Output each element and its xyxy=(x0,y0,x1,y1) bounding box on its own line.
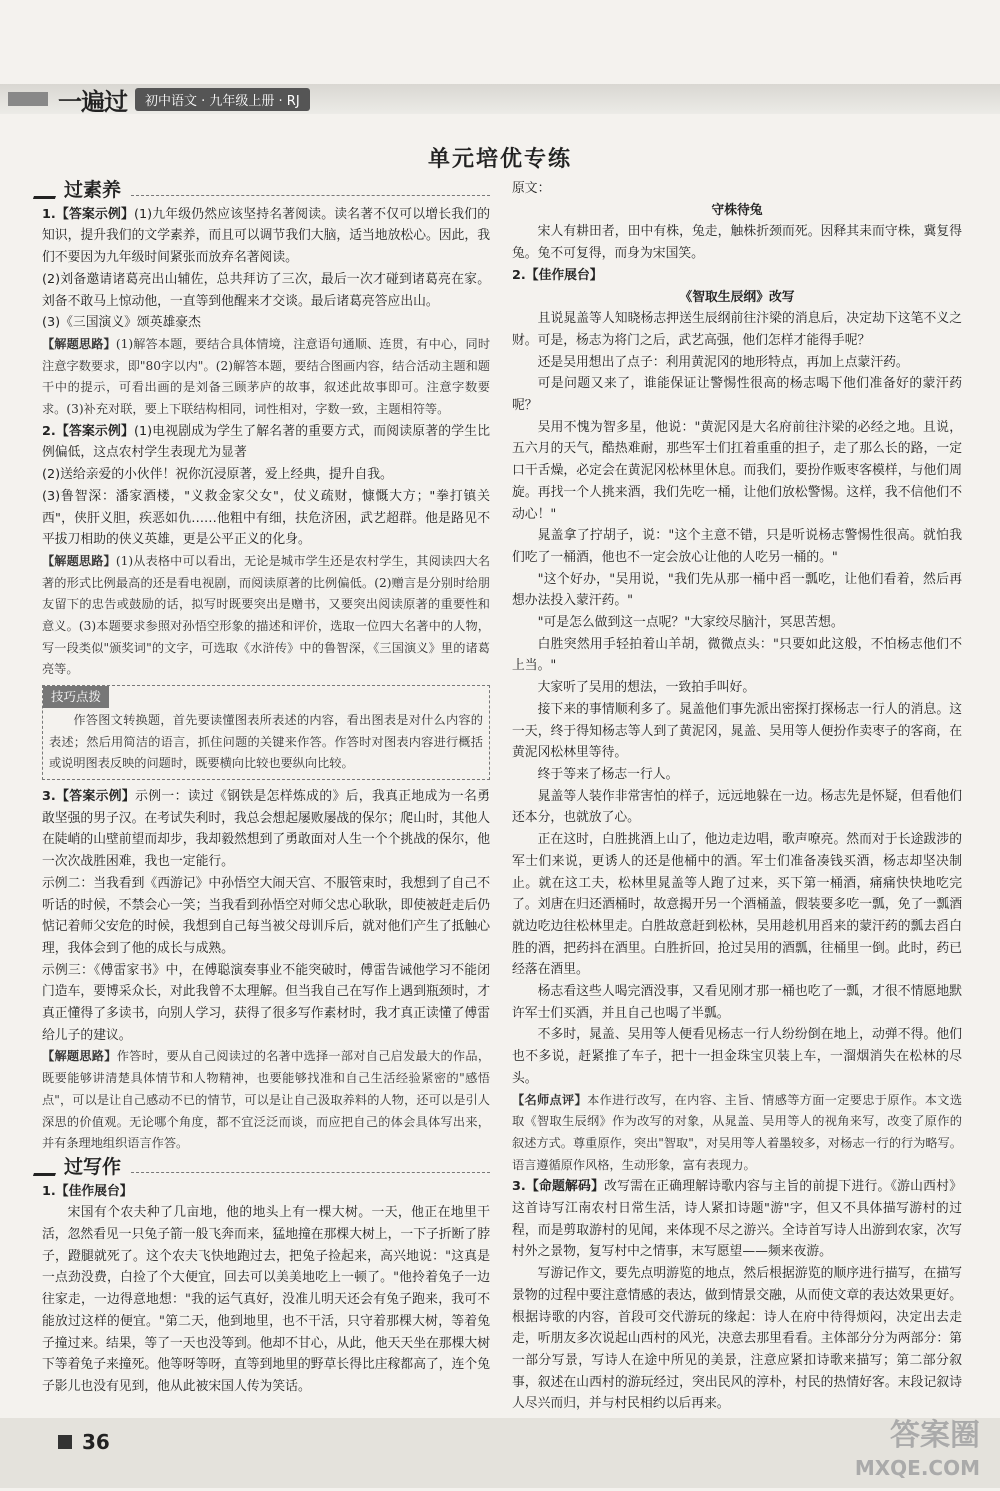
right-column xyxy=(512,178,962,1415)
logo-bar xyxy=(8,92,48,106)
w1-label: 1.【佳作展台】 xyxy=(42,1183,133,1199)
teacher-comment: 【名师点评】本作进行改写，在内容、主旨、情感等方面一定要忠于原作。本文选取《智取生辰纲》作为改写的对象，从晁盖、吴用等人的视角来写，改变了原作的叙述方式。尊重原作，突出"智取"，对吴用等人着墨较多，对杨志一行的行为略写。语言遵循原作风格，生动形象，富有表现力。 xyxy=(512,1092,963,1172)
section-heading: 过写作 xyxy=(36,1157,490,1179)
w3-decode: 3.【命题解码】改写需在正确理解诗歌内容与主旨的前提下进行。《游山西村》这首诗写江南农村日常生活，诗人紧扣诗题"游"字，但又不具体描写游村的过程，而是剪取游村的见闻，来体现不尽之游兴。全诗首写诗人出游到农家，次写村外之景物，复写村中之情事，末写愿望——频来夜游。 xyxy=(512,1179,963,1260)
page-number: 36 xyxy=(58,1430,110,1454)
q1-answer-2: (2)刘备邀请诸葛亮出山辅佐，总共拜访了三次，最后一次才碰到诸葛亮在家。刘备不敢马上惊动他，一直等到他醒来才交谈。最后诸葛亮答应出山。 xyxy=(42,271,490,309)
watermark: 答案圈 MXQE.COM xyxy=(854,1418,980,1480)
story-para: 终于等来了杨志一行人。 xyxy=(537,766,679,782)
q2-answer-3: (3)鲁智深：潘家酒楼，"义救金家父女"，仗义疏财，慷慨大方；"拳打镇关西"，侠肝义胆，疾恶如仇……他粗中有细，扶危济困，武艺超群。他是路见不平拔刀相助的侠义英雄，更是公平正义的化身。 xyxy=(42,488,490,548)
story-para: 晁盖拿了拧胡子，说："这个主意不错，只是听说杨志警惕性很高。就怕我们吃了一桶酒，他也不一定会放心让他的人吃另一桶的。" xyxy=(512,528,962,565)
tip-box xyxy=(42,685,490,780)
story-para: 且说晁盖等人知晓杨志押送生辰纲前往汴梁的消息后，决定劫下这笔不义之财。可是，杨志为将门之后，武艺高强，他们怎样才能得手呢？ xyxy=(512,311,962,348)
q3-idea: 【解题思路】作答时，要从自己阅读过的名著中选择一部对自己启发最大的作品，既要能够讲清楚具体情节和人物精神，也要能够找准和自己生活经验紧密的"感悟点"，可以是让自己感动不已的情节，可以是让自己汲取养料的人物，还可以是引人深思的价值观。无论哪个角度，都不宜泛泛而谈，而应把自己的体会具体写出来，并有条理地组织语言作答。 xyxy=(42,1049,491,1151)
poem-text: 宋人有耕田者，田中有株，兔走，触株折颈而死。因释其耒而守株，冀复得兔。兔不可复得，而身为宋国笑。 xyxy=(512,224,962,262)
story-para: 白胜突然用手轻拍着山羊胡，微微点头："只要如此这般，不怕杨志他们不上当。" xyxy=(512,636,962,674)
q2-answer-1: 2.【答案示例】(1)电视剧成为学生了解名著的重要方式，而阅读原著的学生比例偏低，这点农村学生表现尤为显著 xyxy=(42,423,490,461)
q1-answer-3: (3)《三国演义》颂英雄豪杰 xyxy=(42,315,201,331)
story-para: 正在这时，白胜挑酒上山了，他边走边唱，歌声嘹亮。然而对于长途跋涉的军士们来说，更诱人的还是他桶中的酒。军士们准备凑钱买酒，杨志却坚决制止。就在这工夫，松林里晁盖等人跑了过来，买下第一桶酒，痛痛快快地吃完了。刘唐在归还酒桶时，故意揭开另一个酒桶盖，假装要多吃一瓢，免了一瓢酒就边吃边往松林里走。白胜故意赶到松林，吴用趁机用舀来的蒙汗药的瓢去舀白胜的酒，把药抖在酒里。白胜折回，抢过吴用的酒瓢，往桶里一倒。此时，药已经落在酒里。 xyxy=(512,832,962,978)
subject-badge: 初中语文 · 九年级上册 · RJ xyxy=(135,88,310,111)
story-para: 吴用不愧为智多星，他说："黄泥冈是大名府前往汴梁的必经之地。且说，五六月的天气，酷热难耐，那些军士们扛着重重的担子，走了那么长的路，一定口干舌燥，必定会在黄泥冈松林里休息。而我们，要扮作贩枣客模样，与他们周旋。再找一个人挑来酒，我们先吃一桶，让他们放松警惕。这样，我不信他们不动心！" xyxy=(512,419,962,522)
q1-idea: 【解题思路】(1)解答本题，要结合具体情境，注意语句通顺、连贯，有中心，同时注意字数要求，即"80字以内"。(2)解答本题，要结合图画内容，结合活动主题和题干中的提示，可看出画的是刘备三顾茅庐的故事，叙述此故事即可。注意字数要求。(3)补充对联，要上下联结构相同，词性相对，字数一致，主题相符等。 xyxy=(42,336,491,417)
story-para: 接下来的事情顺利多了。晁盖他们事先派出密探打探杨志一行人的消息。这一天，终于得知杨志等人到了黄泥冈，晁盖、吴用等人便扮作卖枣子的客商，在黄泥冈松林里等待。 xyxy=(512,701,962,761)
story-para: 杨志看这些人喝完酒没事，又看见刚才那一桶也吃了一瓢，才很不情愿地默许军士们买酒，并且自己也喝了半瓢。 xyxy=(512,984,962,1021)
dashed-rule xyxy=(131,1162,490,1173)
q2-answer-2: (2)送给亲爱的小伙伴！祝你沉浸原著，爱上经典，提升自我。 xyxy=(42,467,393,483)
brand-logo: 一遍过 xyxy=(58,86,127,116)
section-mark-icon xyxy=(33,182,61,199)
story-title: 《智取生辰纲》改写 xyxy=(679,289,795,305)
page-title: 单元培优专练 xyxy=(427,147,572,172)
story-para: "这个好办，"吴用说，"我们先从那一桶中舀一瓢吃，让他们看着，然后再想办法投入蒙汗药。" xyxy=(512,571,962,609)
tip-label: 技巧点拨 xyxy=(43,686,109,708)
yuanwen-label: 原文： xyxy=(512,181,551,196)
poem-title: 守株待兔 xyxy=(711,202,763,218)
q3-answer-2: 示例二：当我看到《西游记》中孙悟空大闹天宫、不服管束时，我想到了自己不听话的时候，不禁会心一笑；当我看到孙悟空对师父忠心耿耿，即使被赶走后仍惦记着师父安危的时候，我想到自己每当被父母训斥后，就对他们产生了抵触心理，我体会到了他的成长与成熟。 xyxy=(42,875,490,956)
story-para: 晁盖等人装作非常害怕的样子，远远地躲在一边。杨志先是怀疑，但看他们还本分，也就放了心。 xyxy=(512,788,962,826)
left-column xyxy=(42,178,490,1398)
tip-text: 作答图文转换题，首先要读懂图表所表述的内容，看出图表是对什么内容的表述；然后用简洁的语言，抓住问题的关键来作答。作答时对图表内容进行概括或说明图表反映的问题时，既要横向比较也要纵向比较。 xyxy=(49,712,483,771)
story-para: 不多时，晁盖、吴用等人便看见杨志一行人纷纷倒在地上，动弹不得。他们也不多说，赶紧推了车子，把十一担金珠宝贝装上车，一溜烟消失在松林的尽头。 xyxy=(512,1027,962,1086)
w3-decode-2: 写游记作文，要先点明游览的地点，然后根据游览的顺序进行描写，在描写景物的过程中要注意情感的表达，做到情景交融，从而使文章的表达效果更好。根据诗歌的内容，首段可交代游玩的缘起：诗人在府中待得烦闷，决定出去走走，听朋友多次说起山西村的风光，决意去那里看看。主体部分分为两部分：第一部分写景，写诗人在途中所见的美景，注意应紧扣诗歌来描写；第二部分叙事，叙述在山西村的游玩经过，突出民风的淳朴，村民的热情好客。末段记叙诗人尽兴而归，并与村民相约以后再来。 xyxy=(512,1266,962,1412)
story-para: 大家听了吴用的想法，一致拍手叫好。 xyxy=(537,680,756,696)
q1-answer-1: 1.【答案示例】(1)九年级仍然应该坚持名著阅读。读名著不仅可以增长我们的知识，提升我们的文学素养，而且可以调节我们大脑，适当地放松心。因此，我们不要因为九年级时间紧张而放弃名著阅读。 xyxy=(42,206,490,266)
w2-label: 2.【佳作展台】 xyxy=(512,267,603,283)
footer-band xyxy=(0,1418,1000,1488)
story-para: 可是问题又来了，谁能保证让警惕性很高的杨志喝下他们准备好的蒙汗药呢？ xyxy=(512,376,962,414)
dashed-rule xyxy=(131,185,490,196)
q2-idea: 【解题思路】(1)从表格中可以看出，无论是城市学生还是农村学生，其阅读四大名著的形式比例最高的还是看电视剧，而阅读原著的比例偏低。(2)赠言是分别时给朋友留下的忠告或鼓励的话，拟写时既要突出是赠书，又要突出阅读原著的重要性和意义。(3)本题要求参照对孙悟空形象的描述和评价，选取一位四大名著中的人物，写一段类似"颁奖词"的文字，可选取《水浒传》中的鲁智深，《三国演义》里的诸葛亮等。 xyxy=(42,553,491,677)
story-para: "可是怎么做到这一点呢？"大家绞尽脑汁，冥思苦想。 xyxy=(537,615,844,631)
section-mark-icon xyxy=(33,1159,61,1176)
page-square-icon xyxy=(58,1435,72,1449)
w1-text: 宋国有个农夫种了几亩地，他的地头上有一棵大树。一天，他正在地里干活，忽然看见一只兔子箭一般飞奔而来，猛地撞在那棵大树上，一下子折断了脖子，蹬腿就死了。这个农夫飞快地跑过去，把兔子捡起来，高兴地说："这真是一点劲没费，白捡了个大便宜，回去可以美美地吃上一顿了。"他拎着兔子一边往家走，一边得意地想："我的运气真好，没准儿明天还会有兔子跑来，我可不能放过这样的便宜。"第二天，他到地里，也不干活，只守着那棵大树，等着兔子撞过来。结果，等了一天也没等到。他却不甘心，从此，他天天坐在那棵大树下等着兔子来撞死。他等呀等呀，直等到地里的野草长得比庄稼都高了，连个兔子影儿也没有见到，他从此被宋国人传为笑话。 xyxy=(42,1205,490,1394)
q3-answer-3: 示例三：《傅雷家书》中，在傅聪演奏事业不能突破时，傅雷告诫他学习不能闭门造车，要博采众长，对此我曾不太理解。但当我自己在写作上遇到瓶颈时，才真正懂得了多读书，向别人学习，获得了很多写作素材时，我才真正读懂了傅雷给儿子的建议。 xyxy=(42,962,490,1043)
section-heading: 过素养 xyxy=(36,180,490,202)
header xyxy=(8,86,310,116)
q3-answer-1: 3.【答案示例】示例一：读过《钢铁是怎样炼成的》后，我真正地成为一名勇敢坚强的男子汉。在考试失利时，我总会想起屡败屡战的保尔；爬山时，其他人在陡峭的山壁前望而却步，我却毅然想到了勇敢面对人生一个个挑战的保尔，他一次次战胜困难，我也一定能行。 xyxy=(42,788,491,870)
story-para: 还是吴用想出了点子：利用黄泥冈的地形特点，再加上点蒙汗药。 xyxy=(537,354,909,370)
